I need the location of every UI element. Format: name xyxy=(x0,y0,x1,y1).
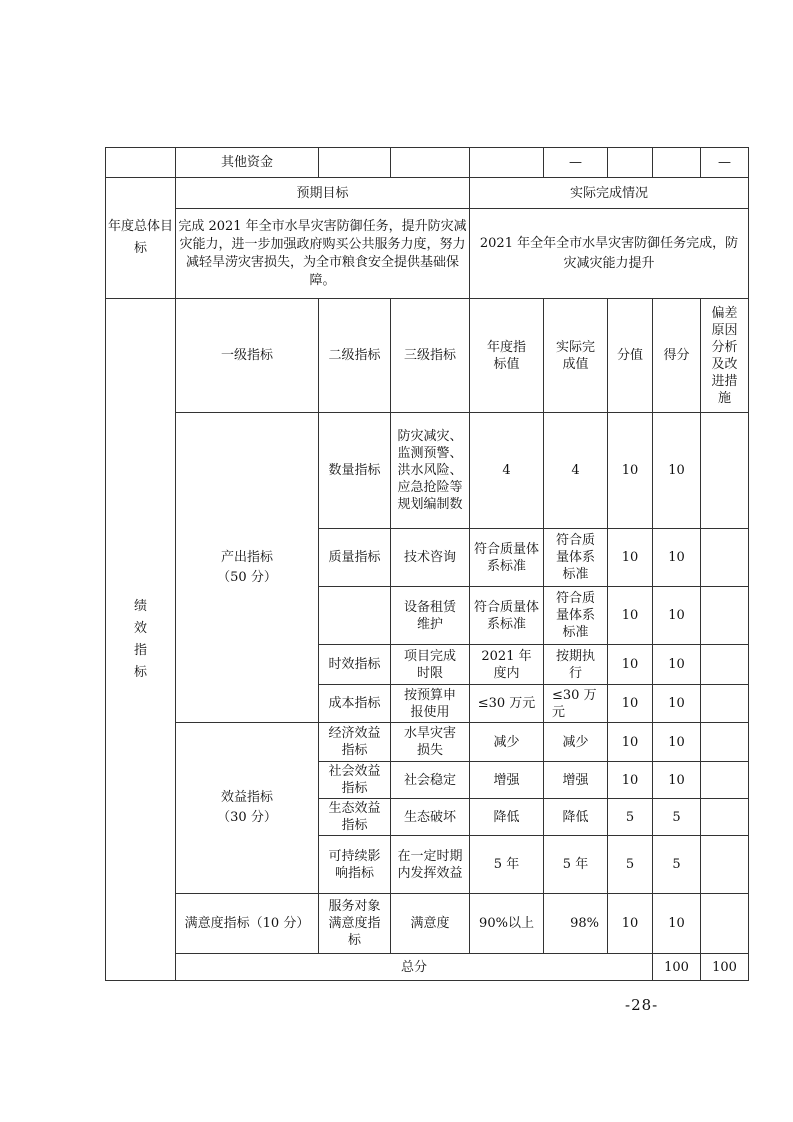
page-number: -28- xyxy=(625,996,659,1014)
weight-cell: 10 xyxy=(608,723,653,762)
target-cell: 减少 xyxy=(470,723,544,762)
actual-cell: 减少 xyxy=(544,723,608,762)
target-cell: 4 xyxy=(470,413,544,529)
goal-header-row xyxy=(106,178,749,209)
deviation-cell xyxy=(701,685,749,723)
score-cell: 10 xyxy=(653,529,701,587)
table-row xyxy=(106,413,749,529)
funding-cell xyxy=(608,148,653,178)
weight-cell: 10 xyxy=(608,645,653,685)
funding-label: 其他资金 xyxy=(176,148,319,178)
target-cell: 符合质量体系标准 xyxy=(470,587,544,645)
level3-cell: 设备租赁维护 xyxy=(391,587,470,645)
actual-cell: 4 xyxy=(544,413,608,529)
weight-cell: 10 xyxy=(608,587,653,645)
score-cell: 10 xyxy=(653,587,701,645)
expected-goal-header: 预期目标 xyxy=(176,178,470,209)
target-value-header: 年度指标值 xyxy=(470,299,544,413)
weight-cell: 5 xyxy=(608,799,653,836)
target-cell: 5 年 xyxy=(470,836,544,894)
level2-cell: 社会效益指标 xyxy=(319,762,391,799)
actual-cell: 5 年 xyxy=(544,836,608,894)
performance-table xyxy=(105,147,749,981)
total-weight: 100 xyxy=(653,954,701,981)
funding-cell xyxy=(470,148,544,178)
expected-goal-text: 完成 2021 年全市水旱灾害防御任务，提升防灾减灾能力，进一步加强政府购买公共服务力度，努力减轻旱涝灾害损失，为全市粮食安全提供基础保障。 xyxy=(176,209,470,299)
actual-completion-header: 实际完成情况 xyxy=(470,178,749,209)
total-row xyxy=(106,954,749,981)
funding-cell xyxy=(319,148,391,178)
level2-cell: 可持续影响指标 xyxy=(319,836,391,894)
actual-cell: 符合质量体系标准 xyxy=(544,587,608,645)
level3-cell: 生态破坏 xyxy=(391,799,470,836)
funding-blank-cell xyxy=(106,148,176,178)
level3-header: 三级指标 xyxy=(391,299,470,413)
weight-cell: 10 xyxy=(608,762,653,799)
score-cell: 10 xyxy=(653,645,701,685)
deviation-cell xyxy=(701,587,749,645)
actual-completion-text: 2021 年全年全市水旱灾害防御任务完成，防灾减灾能力提升 xyxy=(470,209,749,299)
weight-cell: 10 xyxy=(608,894,653,954)
annual-goal-label: 年度总体目标 xyxy=(106,178,176,299)
funding-cell xyxy=(653,148,701,178)
deviation-cell xyxy=(701,413,749,529)
level3-cell: 满意度 xyxy=(391,894,470,954)
level3-cell: 水旱灾害损失 xyxy=(391,723,470,762)
funding-row xyxy=(106,148,749,178)
level2-cell: 数量指标 xyxy=(319,413,391,529)
level2-cell: 生态效益指标 xyxy=(319,799,391,836)
deviation-cell xyxy=(701,645,749,685)
deviation-cell xyxy=(701,529,749,587)
table-row xyxy=(106,894,749,954)
level3-cell: 按预算申报使用 xyxy=(391,685,470,723)
actual-value-header: 实际完成值 xyxy=(544,299,608,413)
satisfaction-group-label: 满意度指标（10 分） xyxy=(176,894,319,954)
deviation-cell xyxy=(701,836,749,894)
level2-cell xyxy=(319,587,391,645)
level2-cell: 质量指标 xyxy=(319,529,391,587)
weight-header: 分值 xyxy=(608,299,653,413)
funding-actual-mark: — xyxy=(544,148,608,178)
level1-header: 一级指标 xyxy=(176,299,319,413)
total-label: 总分 xyxy=(176,954,653,981)
target-cell: 降低 xyxy=(470,799,544,836)
level3-cell: 在一定时期内发挥效益 xyxy=(391,836,470,894)
actual-cell: ≤30 万元 xyxy=(544,685,608,723)
level2-cell: 成本指标 xyxy=(319,685,391,723)
level3-cell: 项目完成时限 xyxy=(391,645,470,685)
level3-cell: 防灾减灾、监测预警、洪水风险、应急抢险等规划编制数 xyxy=(391,413,470,529)
score-cell: 10 xyxy=(653,723,701,762)
level2-cell: 经济效益指标 xyxy=(319,723,391,762)
actual-cell: 按期执行 xyxy=(544,645,608,685)
score-cell: 5 xyxy=(653,836,701,894)
target-cell: 2021 年度内 xyxy=(470,645,544,685)
target-cell: 90%以上 xyxy=(470,894,544,954)
actual-cell: 98% xyxy=(544,894,608,954)
deviation-cell xyxy=(701,762,749,799)
weight-cell: 10 xyxy=(608,685,653,723)
table-row xyxy=(106,723,749,762)
actual-cell: 符合质量体系标准 xyxy=(544,529,608,587)
funding-cell xyxy=(391,148,470,178)
deviation-header: 偏差原因分析及改进措施 xyxy=(701,299,749,413)
output-group-label: 产出指标（50 分） xyxy=(176,413,319,723)
level2-header: 二级指标 xyxy=(319,299,391,413)
target-cell: ≤30 万元 xyxy=(470,685,544,723)
actual-cell: 降低 xyxy=(544,799,608,836)
target-cell: 增强 xyxy=(470,762,544,799)
score-header: 得分 xyxy=(653,299,701,413)
total-score: 100 xyxy=(701,954,749,981)
level2-cell: 时效指标 xyxy=(319,645,391,685)
weight-cell: 10 xyxy=(608,529,653,587)
score-cell: 10 xyxy=(653,413,701,529)
benefit-group-label: 效益指标（30 分） xyxy=(176,723,319,894)
score-cell: 5 xyxy=(653,799,701,836)
level3-cell: 社会稳定 xyxy=(391,762,470,799)
score-cell: 10 xyxy=(653,685,701,723)
level2-cell: 服务对象满意度指标 xyxy=(319,894,391,954)
deviation-cell xyxy=(701,723,749,762)
deviation-cell xyxy=(701,894,749,954)
goal-content-row xyxy=(106,209,749,299)
funding-rate-mark: — xyxy=(701,148,749,178)
level3-cell: 技术咨询 xyxy=(391,529,470,587)
score-cell: 10 xyxy=(653,762,701,799)
performance-indicator-label: 绩效指标 xyxy=(106,299,176,981)
score-cell: 10 xyxy=(653,894,701,954)
weight-cell: 10 xyxy=(608,413,653,529)
deviation-cell xyxy=(701,799,749,836)
indicator-header-row xyxy=(106,299,749,413)
actual-cell: 增强 xyxy=(544,762,608,799)
weight-cell: 5 xyxy=(608,836,653,894)
target-cell: 符合质量体系标准 xyxy=(470,529,544,587)
